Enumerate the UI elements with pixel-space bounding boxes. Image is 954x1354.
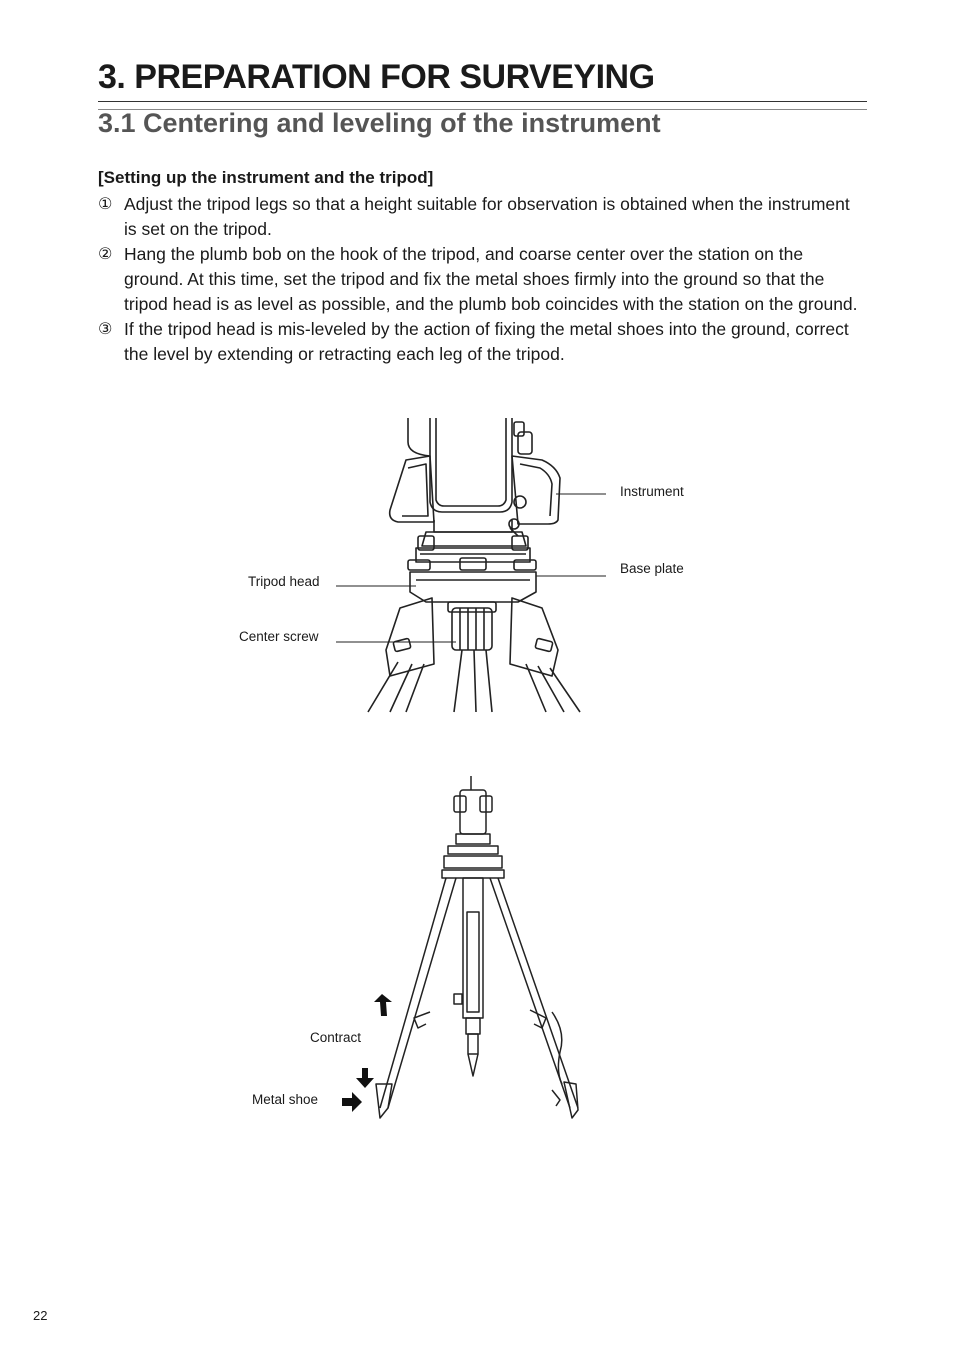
- tripod-leg: [454, 650, 492, 712]
- center-screw: [452, 608, 492, 650]
- arrow-up-icon: [374, 994, 392, 1016]
- step-text: Hang the plumb bob on the hook of the tripod, and coarse center over the station on the ground. At this time, set the tripod and fix the metal shoes firmly into the ground so that the tripod head is as level as possible, and the plumb bob coincides with the station on the ground.: [124, 244, 858, 314]
- tripod-full-diagram: [330, 772, 590, 1128]
- tripod-head-plate: [410, 572, 536, 602]
- page-number: 22: [33, 1308, 48, 1323]
- label-tripod-head: Tripod head: [248, 574, 320, 589]
- label-center-screw: Center screw: [239, 629, 319, 644]
- tripod-leg: [490, 878, 578, 1108]
- arrow-down-icon: [356, 1068, 374, 1088]
- step-text: If the tripod head is mis-leveled by the action of fixing the metal shoes into the ground, correct the level by extending or retracting each leg of the tripod.: [124, 319, 849, 364]
- steps-list: [98, 192, 858, 367]
- chapter-title: 3. PREPARATION FOR SURVEYING: [98, 58, 655, 96]
- subsection-title: [Setting up the instrument and the tripod]: [98, 168, 434, 187]
- step-item: [98, 192, 858, 242]
- instrument-standard-right: [512, 456, 560, 524]
- step-number: ③: [98, 321, 113, 338]
- step-text: Adjust the tripod legs so that a height suitable for observation is obtained when the instrument is set on the tripod.: [124, 194, 850, 239]
- label-contract: Contract: [310, 1030, 362, 1045]
- title-rule: [98, 101, 867, 102]
- section-title: 3.1 Centering and leveling of the instrument: [98, 108, 661, 138]
- label-base-plate: Base plate: [620, 561, 684, 576]
- step-item: [98, 317, 858, 367]
- center-leg: [463, 878, 483, 1018]
- step-item: [98, 242, 858, 317]
- tripod-leg: [380, 878, 456, 1108]
- label-metal-shoe: Metal shoe: [252, 1092, 319, 1107]
- step-number: ②: [98, 246, 113, 263]
- instrument-body: [430, 418, 512, 512]
- label-instrument: Instrument: [620, 484, 684, 499]
- arrow-right-icon: [342, 1092, 362, 1112]
- step-number: ①: [98, 196, 113, 213]
- metal-shoe: [376, 1084, 392, 1118]
